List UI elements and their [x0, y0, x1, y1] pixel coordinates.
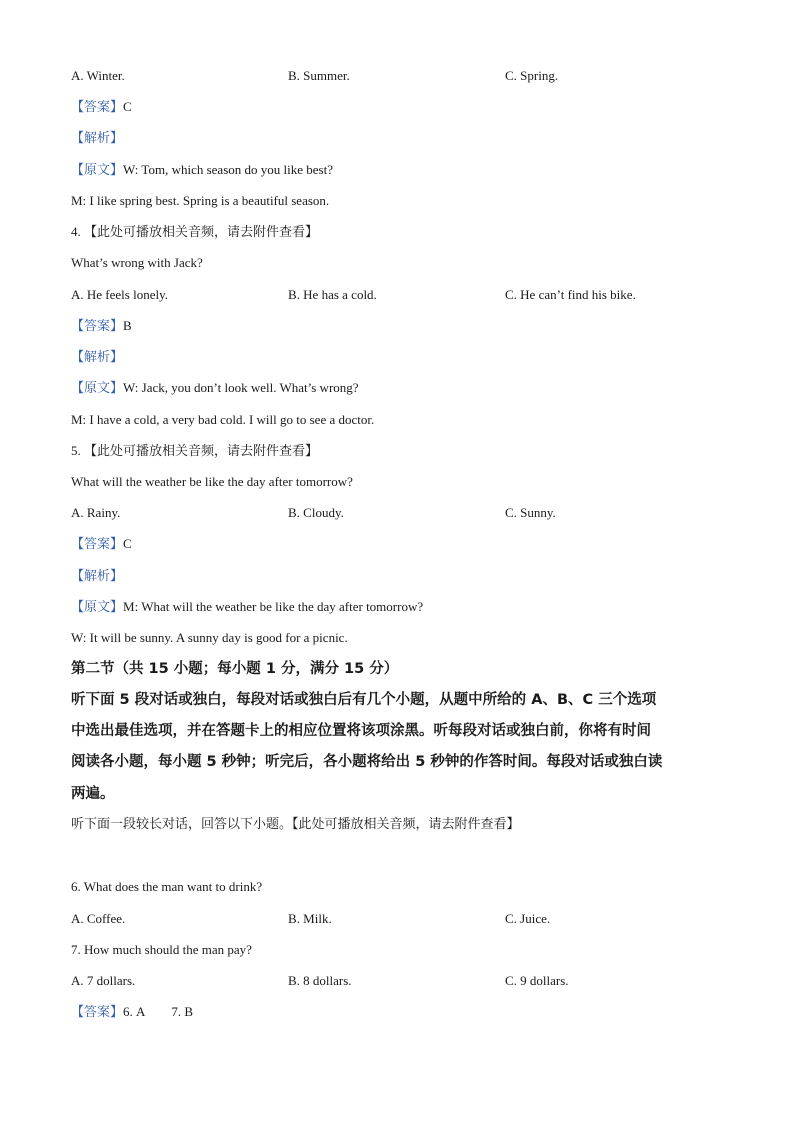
q7-question: 7. How much should the man pay? — [71, 942, 252, 957]
q6-question: 6. What does the man want to drink? — [71, 879, 263, 894]
q6-option-a: A. Coffee. — [71, 911, 126, 926]
q6-q7-answer: 【答案】6. A 7. B — [71, 1004, 194, 1020]
section2-intro: 听下面一段较长对话，回答以下小题。【此处可播放相关音频，请去附件查看】 — [71, 817, 520, 832]
q3-original-2: M: I like spring best. Spring is a beautiful season. — [71, 193, 330, 208]
section2-instruction-line-4: 两遍。 — [71, 786, 115, 802]
q7-option-b: B. 8 dollars. — [288, 973, 352, 988]
q3-option-c: C. Spring. — [505, 68, 559, 83]
q5-question: What will the weather be like the day after tomorrow? — [71, 474, 353, 489]
q4-original-2: M: I have a cold, a very bad cold. I will go to see a doctor. — [71, 412, 375, 427]
q5-option-c: C. Sunny. — [505, 505, 556, 520]
q4-answer: 【答案】B — [71, 318, 132, 334]
q5-heading: 5. 【此处可播放相关音频，请去附件查看】 — [71, 443, 319, 459]
q4-heading: 4. 【此处可播放相关音频，请去附件查看】 — [71, 224, 319, 240]
section2-instruction-line-2: 中选出最佳选项，并在答题卡上的相应位置将该项涂黑。听每段对话或独白前，你将有时间 — [71, 723, 651, 739]
q6-option-c: C. Juice. — [505, 911, 551, 926]
q4-question: What’s wrong with Jack? — [71, 255, 203, 270]
section2-instruction-line-3: 阅读各小题，每小题 5 秒钟；听完后，各小题将给出 5 秒钟的作答时间。每段对话或独白读 — [71, 754, 663, 770]
q5-answer: 【答案】C — [71, 536, 132, 552]
q3-answer: 【答案】C — [71, 99, 132, 115]
q4-original-1: 【原文】W: Jack, you don’t look well. What’s wrong? — [71, 380, 359, 396]
q7-option-c: C. 9 dollars. — [505, 973, 569, 988]
q3-option-b: B. Summer. — [288, 68, 350, 83]
q6-option-b: B. Milk. — [288, 911, 332, 926]
q5-option-a: A. Rainy. — [71, 505, 121, 520]
q5-analysis: 【解析】 — [71, 569, 124, 584]
q4-option-b: B. He has a cold. — [288, 287, 377, 302]
section2-instruction-line-1: 听下面 5 段对话或独白，每段对话或独白后有几个小题，从题中所给的 A、B、C 三个选项 — [71, 692, 657, 708]
q7-option-a: A. 7 dollars. — [71, 973, 136, 988]
section2-title: 第二节（共 15 小题；每小题 1 分，满分 15 分） — [71, 661, 399, 677]
q3-original-1: 【原文】W: Tom, which season do you like best? — [71, 162, 333, 178]
q4-option-a: A. He feels lonely. — [71, 287, 168, 302]
q4-option-c: C. He can’t find his bike. — [505, 287, 636, 302]
q4-analysis: 【解析】 — [71, 350, 124, 365]
q3-option-a: A. Winter. — [71, 68, 125, 83]
q5-original-1: 【原文】M: What will the weather be like the day after tomorrow? — [71, 599, 424, 615]
q5-original-2: W: It will be sunny. A sunny day is good for a picnic. — [71, 630, 348, 645]
q3-analysis: 【解析】 — [71, 131, 124, 146]
q5-option-b: B. Cloudy. — [288, 505, 344, 520]
